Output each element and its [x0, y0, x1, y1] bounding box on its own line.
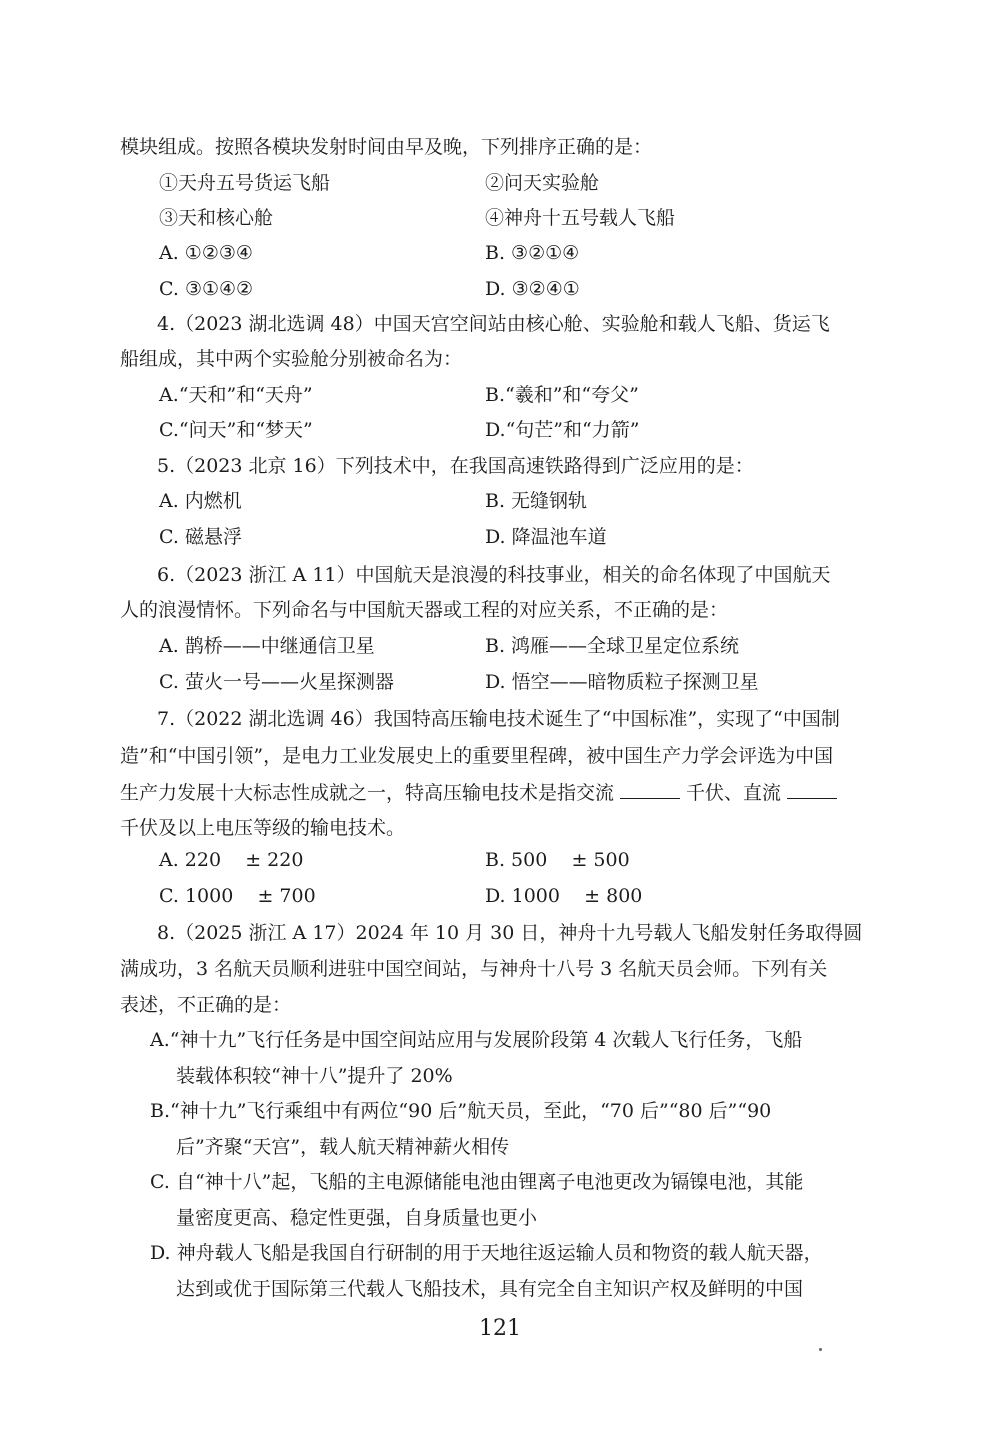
q3-option-d: D. ③②④①	[485, 278, 580, 300]
q7-stem-line2: 造”和“中国引领”，是电力工业发展史上的重要里程碑，被中国生产力学会评选为中国	[120, 745, 834, 767]
q4-option-d: D.“句芒”和“力箭”	[485, 419, 640, 441]
scan-speck	[819, 1348, 822, 1351]
q8-option-c-line1: C. 自“神十八”起，飞船的主电源储能电池由锂离子电池更改为镉镍电池，其能	[150, 1171, 804, 1193]
q7-option-b: B. 500 ± 500	[485, 849, 630, 871]
q7-stem-line3	[120, 778, 837, 808]
q7-option-d: D. 1000 ± 800	[485, 885, 643, 907]
q7-option-c: C. 1000 ± 700	[159, 885, 316, 907]
q5-option-c: C. 磁悬浮	[159, 526, 242, 548]
q4-option-c: C.“问天”和“梦天”	[159, 419, 313, 441]
q4-stem-line1: 4.（2023 湖北选调 48）中国天宫空间站由核心舱、实验舱和载人飞船、货运飞	[157, 313, 830, 335]
q7-stem-line4: 千伏及以上电压等级的输电技术。	[120, 817, 406, 839]
q5-option-d: D. 降温池车道	[485, 526, 607, 548]
q3-item-4: ④神舟十五号载人飞船	[485, 207, 676, 229]
q7-stem-line3-part1: 生产力发展十大标志性成就之一，特高压输电技术是指交流	[120, 782, 615, 804]
q7-blank-ac	[620, 778, 680, 799]
q8-stem-line2: 满成功，3 名航天员顺利进驻中国空间站，与神舟十八号 3 名航天员会师。下列有关	[120, 958, 828, 980]
q6-stem-line1: 6.（2023 浙江 A 11）中国航天是浪漫的科技事业，相关的命名体现了中国航天	[157, 564, 831, 586]
q8-option-a-line1: A.“神十九”飞行任务是中国空间站应用与发展阶段第 4 次载人飞行任务，飞船	[150, 1029, 803, 1051]
q5-stem: 5.（2023 北京 16）下列技术中，在我国高速铁路得到广泛应用的是：	[157, 455, 754, 477]
q8-option-b-line2: 后”齐聚“天宫”，载人航天精神薪火相传	[176, 1136, 510, 1158]
q7-option-a: A. 220 ± 220	[159, 849, 304, 871]
q7-blank-dc	[787, 778, 837, 799]
q5-option-a: A. 内燃机	[159, 490, 242, 512]
q8-option-d-line2: 达到或优于国际第三代载人飞船技术，具有完全自主知识产权及鲜明的中国	[176, 1278, 804, 1300]
q6-option-b: B. 鸿雁——全球卫星定位系统	[485, 635, 740, 657]
q6-option-a: A. 鹊桥——中继通信卫星	[159, 635, 375, 657]
intro-line: 模块组成。按照各模块发射时间由早及晚，下列排序正确的是：	[120, 136, 653, 158]
q4-option-a: A.“天和”和“天舟”	[159, 384, 313, 406]
page-number: 121	[479, 1316, 521, 1341]
q3-option-b: B. ③②①④	[485, 242, 580, 264]
q7-stem-line3-part2: 千伏、直流	[686, 782, 782, 804]
q8-option-d-line1: D. 神舟载人飞船是我国自行研制的用于天地往返运输人员和物资的载人航天器，	[150, 1242, 823, 1264]
q7-stem-line1: 7.（2022 湖北选调 46）我国特高压输电技术诞生了“中国标准”，实现了“中国制	[157, 708, 840, 730]
q4-option-b: B.“羲和”和“夸父”	[485, 384, 639, 406]
q6-option-c: C. 萤火一号——火星探测器	[159, 671, 394, 693]
q6-option-d: D. 悟空——暗物质粒子探测卫星	[485, 671, 759, 693]
q3-item-2: ②问天实验舱	[485, 172, 600, 194]
q3-option-c: C. ③①④②	[159, 278, 254, 300]
q5-option-b: B. 无缝钢轨	[485, 490, 588, 512]
q3-item-1: ①天舟五号货运飞船	[159, 172, 331, 194]
q8-option-b-line1: B.“神十九”飞行乘组中有两位“90 后”航天员，至此，“70 后”“80 后”“90	[150, 1100, 772, 1122]
q8-stem-line1: 8.（2025 浙江 A 17）2024 年 10 月 30 日，神舟十九号载人飞船发射任务取得圆	[157, 922, 863, 944]
q8-option-c-line2: 量密度更高、稳定性更强，自身质量也更小	[176, 1207, 538, 1229]
q8-option-a-line2: 装载体积较“神十八”提升了 20%	[176, 1065, 453, 1087]
q8-stem-line3: 表述，不正确的是：	[120, 994, 292, 1016]
q4-stem-line2: 船组成，其中两个实验舱分别被命名为：	[120, 348, 463, 370]
q3-item-3: ③天和核心舱	[159, 207, 274, 229]
q3-option-a: A. ①②③④	[159, 242, 253, 264]
q6-stem-line2: 人的浪漫情怀。下列命名与中国航天器或工程的对应关系，不正确的是：	[120, 599, 729, 621]
